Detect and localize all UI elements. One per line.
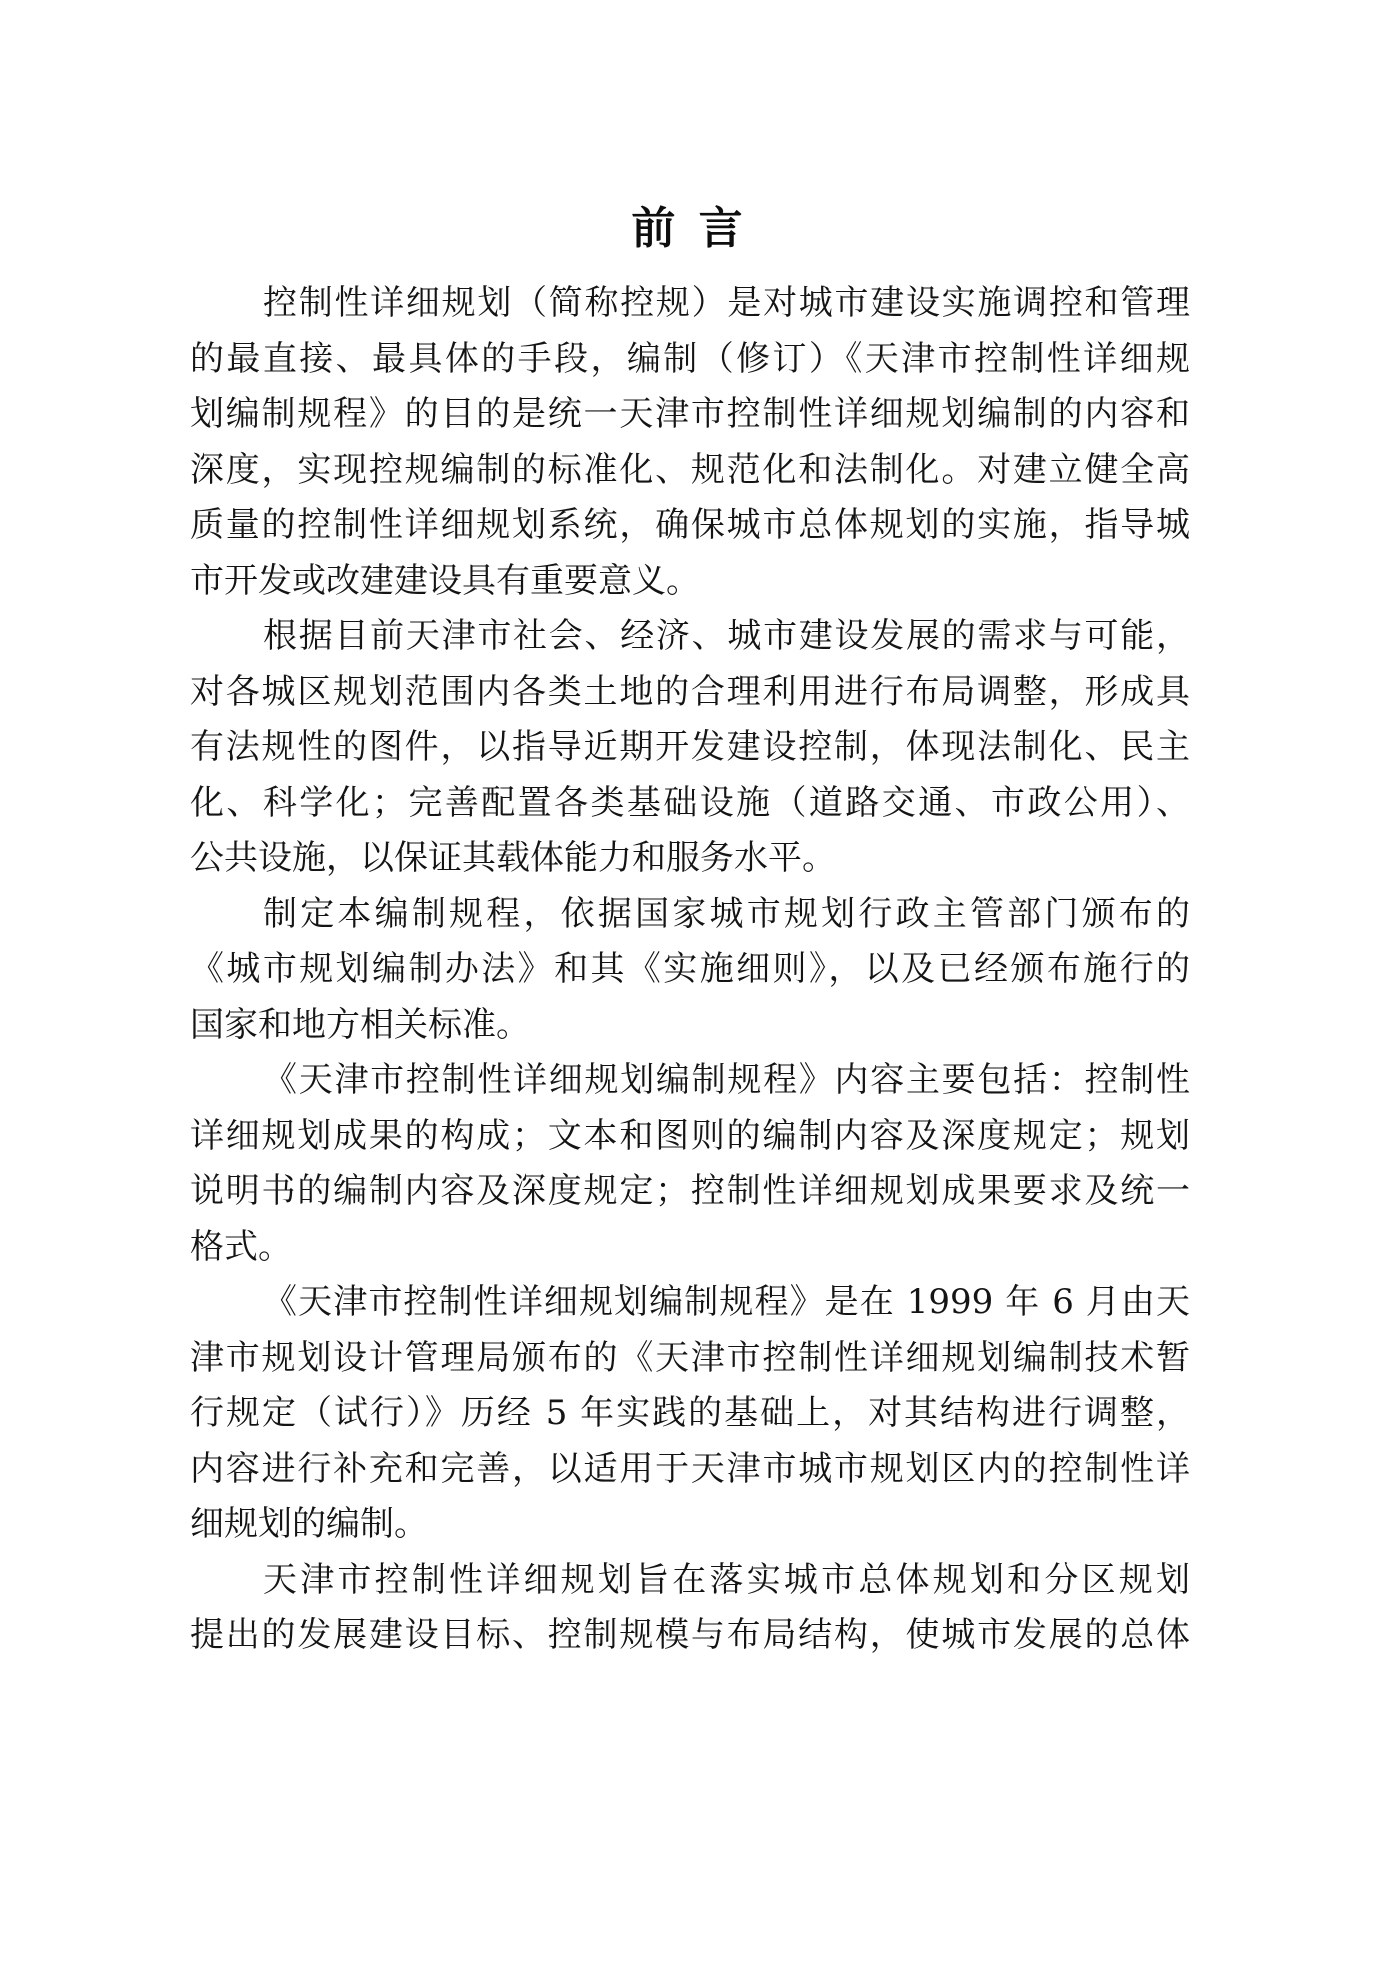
paragraph xyxy=(190,887,1190,1054)
text-line: 内容进行补充和完善，以适用于天津市城市规划区内的控制性详 xyxy=(190,1448,1190,1489)
text-line: 详细规划成果的构成；文本和图则的编制内容及深度规定；规划 xyxy=(190,1115,1190,1156)
text-line: 有法规性的图件，以指导近期开发建设控制，体现法制化、民主 xyxy=(190,727,1190,767)
paragraph xyxy=(190,1553,1190,1664)
text-line: 格式。 xyxy=(190,1226,292,1267)
page-title: 前 言 xyxy=(631,203,747,254)
text-line: 《天津市控制性详细规划编制规程》内容主要包括：控制性 xyxy=(263,1060,1190,1100)
document-body xyxy=(190,276,1190,1664)
paragraph xyxy=(190,1053,1190,1275)
paragraph xyxy=(190,609,1190,887)
text-line: 公共设施，以保证其载体能力和服务水平。 xyxy=(190,838,836,878)
text-line: 行规定（试行）》历经 5 年实践的基础上，对其结构进行调整， xyxy=(190,1393,1190,1433)
text-line: 质量的控制性详细规划系统，确保城市总体规划的实施，指导城 xyxy=(190,505,1190,545)
text-line: 说明书的编制内容及深度规定；控制性详细规划成果要求及统一 xyxy=(190,1171,1190,1211)
text-line: 提出的发展建设目标、控制规模与布局结构，使城市发展的总体 xyxy=(190,1615,1190,1655)
text-line: 市开发或改建建设具有重要意义。 xyxy=(190,560,700,601)
text-line: 津市规划设计管理局颁布的《天津市控制性详细规划编制技术暂 xyxy=(190,1337,1190,1378)
text-line: 的最直接、最具体的手段，编制（修订）《天津市控制性详细规 xyxy=(190,338,1190,379)
paragraph xyxy=(190,276,1190,609)
paragraph xyxy=(190,1275,1190,1553)
text-line: 对各城区规划范围内各类土地的合理利用进行布局调整，形成具 xyxy=(190,671,1190,712)
text-line: 国家和地方相关标准。 xyxy=(190,1004,530,1045)
text-line: 天津市控制性详细规划旨在落实城市总体规划和分区规划 xyxy=(263,1559,1190,1600)
text-line: 控制性详细规划（简称控规）是对城市建设实施调控和管理 xyxy=(263,283,1190,323)
text-line: 细规划的编制。 xyxy=(190,1504,428,1544)
text-line: 《天津市控制性详细规划编制规程》是在 1999 年 6 月由天 xyxy=(263,1282,1190,1322)
text-line: 化、科学化；完善配置各类基础设施（道路交通、市政公用）、 xyxy=(190,782,1190,823)
text-line: 《城市规划编制办法》和其《实施细则》，以及已经颁布施行的 xyxy=(190,949,1190,989)
text-line: 划编制规程》的目的是统一天津市控制性详细规划编制的内容和 xyxy=(190,394,1190,434)
text-line: 深度，实现控规编制的标准化、规范化和法制化。对建立健全高 xyxy=(190,449,1190,490)
text-line: 制定本编制规程，依据国家城市规划行政主管部门颁布的 xyxy=(263,893,1190,934)
text-line: 根据目前天津市社会、经济、城市建设发展的需求与可能， xyxy=(263,616,1190,656)
